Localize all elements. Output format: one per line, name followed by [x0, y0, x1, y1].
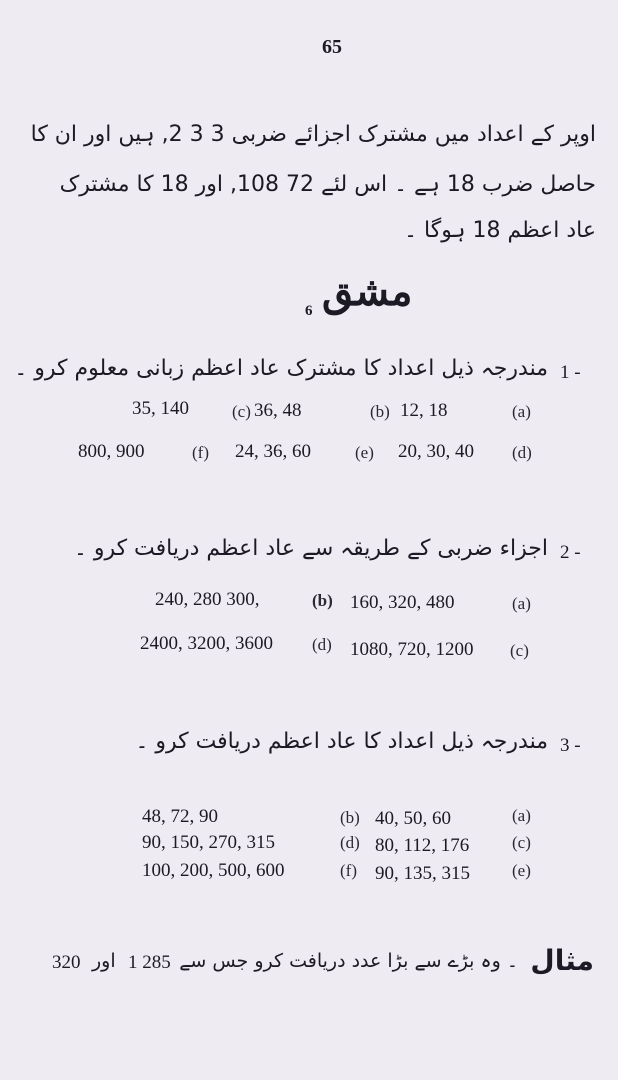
q3-a-label: (a)	[512, 806, 531, 825]
q2-b-value: 240, 280 300,	[155, 589, 260, 610]
q2-c-label: (c)	[510, 641, 529, 660]
q1-b-value: 36, 48	[254, 400, 302, 421]
q3-text: مندرجہ ذیل اعداد کا عاد اعظم دریافت کرو ۔	[135, 729, 548, 754]
q1-text: مندرجہ ذیل اعداد کا مشترک عاد اعظم زبانی معلوم کرو ۔	[14, 356, 548, 381]
q3-d-value: 90, 150, 270, 315	[142, 832, 275, 853]
q3-a-value: 40, 50, 60	[375, 808, 451, 829]
q2-d-value: 2400, 3200, 3600	[140, 633, 273, 654]
exercise-title: مشق	[322, 268, 413, 315]
q1-number: 1 -	[560, 362, 581, 383]
q3-number: 3 -	[560, 735, 581, 756]
q1-c-value: 35, 140	[132, 398, 189, 419]
example-conj: اور	[92, 950, 116, 972]
q1-c-label: (c)	[232, 402, 251, 421]
intro-line-3: عاد اعظم 18 ہوگا ۔	[404, 218, 596, 243]
q3-b-value: 48, 72, 90	[142, 806, 218, 827]
q3-e-value: 90, 135, 315	[375, 863, 470, 884]
q1-f-value: 800, 900	[78, 441, 145, 462]
q2-a-label: (a)	[512, 594, 531, 613]
intro-line-1: اوپر کے اعداد میں مشترک اجزائے ضربی 3 3 2, ہیں اور ان کا	[30, 122, 596, 147]
example-num2: 320	[52, 952, 81, 973]
example-text: ۔ وہ بڑے سے بڑا عدد دریافت کرو جس سے	[179, 950, 518, 972]
example-num1: 1 285	[128, 952, 171, 973]
q3-c-label: (c)	[512, 833, 531, 852]
page-number: 65	[322, 36, 342, 58]
q1-b-label: (b)	[370, 402, 390, 421]
q2-d-label: (d)	[312, 635, 332, 654]
q2-b-label: (b)	[312, 591, 333, 610]
q2-c-value: 1080, 720, 1200	[350, 639, 474, 660]
q2-text: اجزاء ضربی کے طریقہ سے عاد اعظم دریافت کرو ۔	[73, 536, 548, 561]
q1-a-label: (a)	[512, 402, 531, 421]
q1-d-label: (d)	[512, 443, 532, 462]
q1-a-value: 12, 18	[400, 400, 448, 421]
q1-f-label: (f)	[192, 443, 209, 462]
q3-f-value: 100, 200, 500, 600	[142, 860, 285, 881]
q3-c-value: 80, 112, 176	[375, 835, 470, 856]
q3-d-label: (d)	[340, 833, 360, 852]
q2-number: 2 -	[560, 542, 581, 563]
intro-line-2: حاصل ضرب 18 ہے ۔ اس لئے 72 108, اور 18 کا مشترک	[59, 172, 596, 197]
q1-d-value: 20, 30, 40	[398, 441, 474, 462]
q1-e-value: 24, 36, 60	[235, 441, 311, 462]
q2-a-value: 160, 320, 480	[350, 592, 455, 613]
q3-b-label: (b)	[340, 808, 360, 827]
q1-e-label: (e)	[355, 443, 374, 462]
q3-e-label: (e)	[512, 861, 531, 880]
example-label: مثال	[530, 944, 594, 977]
q3-f-label: (f)	[340, 861, 357, 880]
exercise-number: 6	[305, 303, 313, 319]
